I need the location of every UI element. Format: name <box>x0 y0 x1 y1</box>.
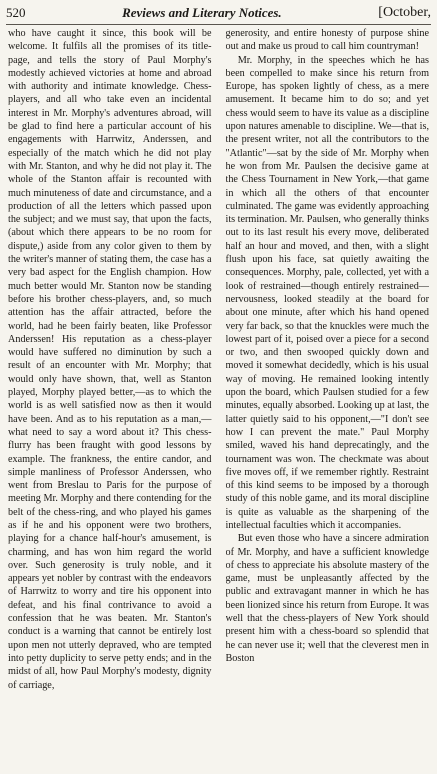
text-columns <box>8 27 429 770</box>
right-paragraph-2: Mr. Morphy, in the speeches which he has been compelled to make since his return from Europe, has spoken lightly of chess, as a mere amusement. It became him to do so; and yet chess would seem to have its value as a discipline upon natures amenable to discipline. We—that is, the present writer, not all the contributors to the "Atlantic"—sat by the side of Mr. Morphy when he won from Mr. Paulsen the decisive game at the Chess Tournament in New York,—that game in which all the others of that encounter culminated. The game was evidently approaching its termination. Mr. Paulsen, who generally thinks out to its last result his every move, deliberated half an hour and moved, and then, with a slight flush upon his face, sat quietly awaiting the consequences. Morphy, pale, collected, yet with a look of restrained—though entirely restrained—nervousness, looked steadily at the board for about one minute, after which his hand opened very far back, so that the knuckles were much the lowest part of it, poised over a piece for a second or two, and then swooped quickly down and moved it somewhat decidedly, which is his usual way of moving. He remained looking intently upon the board, which Paulsen studied for a few minutes, equally absorbed. Looking up at last, the latter quietly said to his opponent,—"I don't see how I can prevent the mate." Paul Morphy smiled, waved his hand deprecatingly, and the tournament was won. The checkmate was about five moves off, if we remember rightly. Restraint of this kind seems to be imposed by a thorough study of this noble game, and its moral discipline is quite as valuable as the sharpening of the intellectual faculties which it accompanies. <box>225 54 429 531</box>
right-paragraph-3: But even those who have a sincere admiration of Mr. Morphy, and have a sufficient knowledge of chess to appreciate his absolute mastery of the game, must be unpleasantly affected by the public and extravagant manner in which he has been lionized since his return from Europe. It was well that the chess-players of New York should present him with a chess-board so splendid that he can never use it; well that the cleverest men in Boston <box>225 533 429 664</box>
right-paragraph-1: generosity, and entire honesty of purpose shine out and make us proud to call him countryman! <box>225 28 429 53</box>
page-number: 520 <box>6 5 26 20</box>
left-paragraph-1: who have caught it since, this book will be welcome. It fulfils all the promises of its title-page, and tells the story of Paul Morphy's modestly achieved victories at home and abroad with authority and intimate knowledge. Chess-players, and all who take even an incidental interest in Mr. Morphy's adventures abroad, will be glad to find here a particular account of his engagements with Harrwitz, Anderssen, and especially of the match which he did not play with Mr. Stanton, and why he did not play it. The whole of the Stanton affair is recounted with much minuteness of date and circumstance, and a production of all the letters which passed upon the subject; and we must say, that upon the facts, (about which there appears to be no room for dispute,) aside from any color given to them by the writer's manner of stating them, the case has a very bad aspect for the English champion. How much better would Mr. Stanton now be standing before his brother chess-players, and, so much attention has the affair attracted, before the world, had he been fairly beaten, like Professor Anderssen! His reputation as a chess-player would have suffered no diminution by such a result of an encounter with Mr. Morphy; that would only have shown, that, well as Stanton played, Morphy played better,—as to which the world is as well satisfied now as then it would have been. And as to his reputation as a man,—what need to say a word about it? This chess-flurry has been fraught with good lessons by example. The frankness, the entire candor, and simple manliness of Professor Anderssen, who went from Breslau to Paris for the purpose of meeting Mr. Morphy and there contending for the belt of the chess-ring, and who played his games as if he and his opponent were two brothers, playing for a chance half-hour's amusement, is charming, and has won him regard the world over. Such generosity is truly noble, and it appears yet nobler by contrast with the endeavors of Harrwitz to worry and tire his opponent into defeat, and his final contrivance to avoid a confession that he was beaten. Mr. Stanton's conduct is a warning that cannot be entirely lost upon men not utterly depraved, who are tempted into petty duplicity to serve petty ends; and in the midst of all, how Paul Morphy's modesty, dignity of carriage, <box>8 28 212 691</box>
running-header <box>6 2 431 25</box>
right-column <box>226 27 430 770</box>
header-month: [October, <box>378 5 431 20</box>
running-title: Reviews and Literary Notices. <box>122 5 282 20</box>
left-column <box>8 27 212 770</box>
